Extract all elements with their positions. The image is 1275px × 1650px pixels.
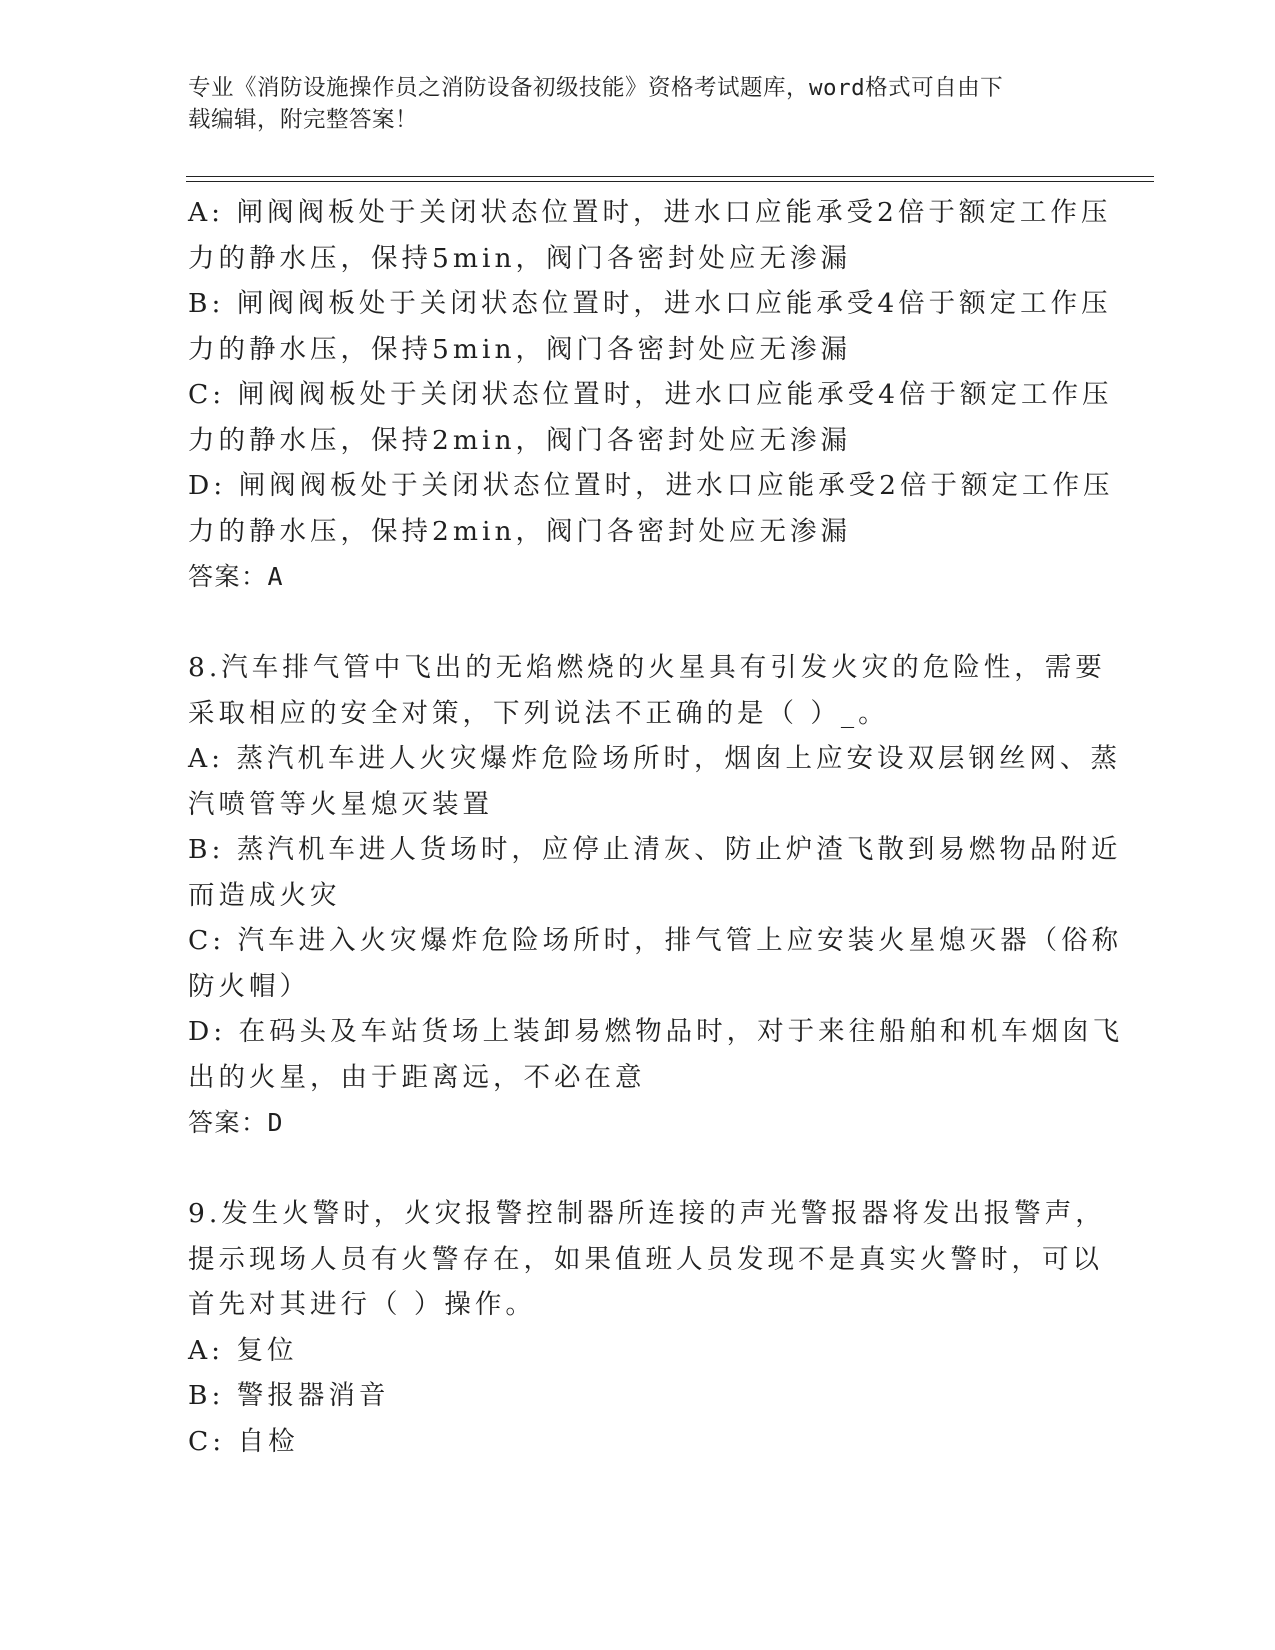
question-stem-line-2: 提示现场人员有火警存在，如果值班人员发现不是真实火警时，可以 bbox=[188, 1243, 1103, 1275]
option-d-line-1: D: 在码头及车站货场上装卸易燃物品时，对于来往船舶和机车烟囱飞 bbox=[188, 1016, 1124, 1047]
question-9 bbox=[188, 1191, 1106, 1464]
option-a-line-1: A: 蒸汽机车进人火灾爆炸危险场所时，烟囱上应安设双层钢丝网、蒸 bbox=[188, 743, 1121, 774]
option-a-line-2: 汽喷管等火星熄灭装置 bbox=[188, 788, 493, 820]
option-a-line-2: 力的静水压，保持5min，阀门各密封处应无渗漏 bbox=[188, 242, 852, 274]
question-8 bbox=[188, 645, 1124, 1146]
option-c-line-1: C: 闸阀阀板处于关闭状态位置时，进水口应能承受4倍于额定工作压 bbox=[188, 379, 1113, 410]
option-b: B: 警报器消音 bbox=[188, 1380, 390, 1411]
option-a: A: 复位 bbox=[188, 1334, 298, 1366]
question-stem-line-2: 采取相应的安全对策，下列说法不正确的是（ ）_。 bbox=[188, 697, 889, 729]
answer-label: 答案：A bbox=[188, 562, 285, 591]
question-stem-line-1: 8.汽车排气管中飞出的无焰燃烧的火星具有引发火灾的危险性，需要 bbox=[188, 652, 1106, 683]
option-d-line-1: D: 闸阀阀板处于关闭状态位置时，进水口应能承受2倍于额定工作压 bbox=[188, 470, 1114, 501]
question-stem-line-3: 首先对其进行（ ）操作。 bbox=[188, 1289, 536, 1320]
option-c-line-1: C: 汽车进入火灾爆炸危险场所时，排气管上应安装火星熄灭器（俗称 bbox=[188, 925, 1123, 956]
option-b-line-1: B: 闸阀阀板处于关闭状态位置时，进水口应能承受4倍于额定工作压 bbox=[188, 288, 1112, 319]
question-stem-line-1: 9.发生火警时，火灾报警控制器所连接的声光警报器将发出报警声， bbox=[188, 1198, 1106, 1229]
option-d-line-2: 力的静水压，保持2min，阀门各密封处应无渗漏 bbox=[188, 515, 852, 547]
header-line-2: 载编辑，附完整答案！ bbox=[188, 107, 419, 133]
spacer bbox=[188, 1146, 1088, 1192]
header-line-1: 专业《消防设施操作员之消防设备初级技能》资格考试题库，word格式可自由下 bbox=[188, 75, 1004, 101]
option-d-line-2: 出的火星，由于距离远，不必在意 bbox=[188, 1061, 646, 1093]
question-content bbox=[188, 190, 1124, 1464]
spacer bbox=[188, 600, 1088, 646]
header-divider-top bbox=[186, 176, 1154, 177]
option-b-line-2: 而造成火灾 bbox=[188, 879, 341, 911]
option-b-line-2: 力的静水压，保持5min，阀门各密封处应无渗漏 bbox=[188, 333, 852, 365]
option-b-line-1: B: 蒸汽机车进人货场时，应停止清灰、防止炉渣飞散到易燃物品附近 bbox=[188, 834, 1122, 865]
option-c-line-2: 防火帽） bbox=[188, 970, 310, 1002]
question-7-options bbox=[188, 190, 1114, 600]
option-c-line-2: 力的静水压，保持2min，阀门各密封处应无渗漏 bbox=[188, 424, 852, 456]
option-c: C: 自检 bbox=[188, 1425, 299, 1457]
header-divider-bottom bbox=[186, 181, 1154, 182]
answer-label: 答案：D bbox=[188, 1108, 285, 1137]
option-a-line-1: A: 闸阀阀板处于关闭状态位置时，进水口应能承受2倍于额定工作压 bbox=[188, 197, 1112, 228]
document-header bbox=[188, 72, 1068, 136]
